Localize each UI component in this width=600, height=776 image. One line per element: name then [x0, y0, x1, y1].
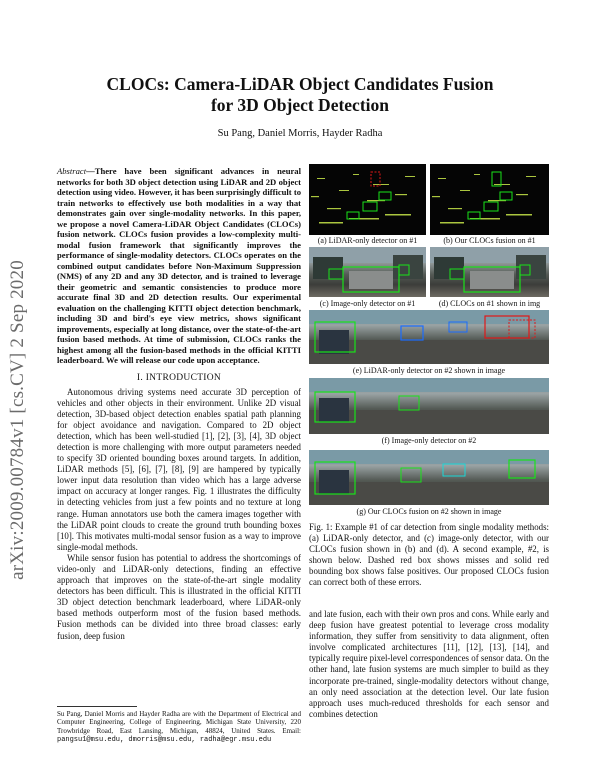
arxiv-stamp: [4, 200, 32, 640]
abstract-label: Abstract: [57, 166, 87, 176]
title-line-2: for 3D Object Detection: [210, 95, 390, 115]
paper-title: [60, 74, 540, 116]
caption-g: (g) Our CLOCs fusion on #2 shown in image: [356, 507, 502, 516]
caption-f: (f) Image-only detector on #2: [381, 436, 477, 445]
abstract: [57, 166, 301, 366]
figure-caption: Fig. 1: Example #1 of car detection from single modality methods: (a) LiDAR-only detector, and (c) image-only detector, with our CLOCs fusion shown in (b) and (d). A second example, #2, is shown below. Dashed red box shows misses and solid red bounding box shows false positives. Our proposed CLOCs fusion can correct both of these errors.: [309, 522, 549, 588]
right-paragraph: and late fusion, each with their own pros and cons. While early and deep fusion have greatest potential to leverage cross modality information, they suffer from sensitivity to data alignment, often involve complicated architectures [11], [12], [13], [14], and typically require pixel-level correspondences of sensor data. On the other hand, late fusion systems are much simpler to build as they incorporate pre-trained, single-modality detectors without change, an only need association at the detection level. Our late fusion approach uses much-reduced thresholds for each sensor and combines detection: [309, 609, 549, 719]
figure-panel-b: [430, 164, 549, 235]
caption-e: (e) LiDAR-only detector on #2 shown in image: [352, 366, 506, 375]
camera-image-e: [309, 310, 549, 364]
left-column: [57, 166, 301, 642]
figure-panel-e: [309, 310, 549, 364]
lidar-bev-image-a: [309, 164, 426, 235]
caption-a: (a) LiDAR-only detector on #1: [317, 236, 418, 245]
lidar-bev-image-b: [430, 164, 549, 235]
right-column-body: [309, 609, 549, 720]
authors: Su Pang, Daniel Morris, Hayder Radha: [217, 128, 383, 139]
abstract-text: —There have been significant advances in neural networks for both 3D object detection using LiDAR and 2D object detection using video. However, it has been surprisingly difficult to train networks to effectively use both modalities in a way that demonstrates gain over single-modality networks. In this paper, we propose a novel Camera-LiDAR Object Candidates (CLOCs) fusion network. CLOCs fusion provides a low-complexity multi-modal fusion framework that significantly improves the performance of single-modality detectors. CLOCs operates on the combined output candidates before Non-Maximum Suppression (NMS) of any 2D and any 3D detector, and is trained to leverage their geometric and semantic consistencies to produce more accurate final 3D and 2D detection results. Our experimental evaluation on the challenging KITTI object detection benchmark, including 3D and bird's eye view metrics, shows significant improvements, especially at long distance, over the state-of-the-art fusion based methods. At time of submission, CLOCs ranks the highest among all the fusion-based methods in the official KITTI leaderboard. We will release our code upon acceptance.: [57, 166, 301, 365]
figure-panel-d: [430, 247, 549, 297]
figure-panel-a: [309, 164, 426, 235]
footnote: [57, 706, 301, 745]
footnote-text: Su Pang, Daniel Morris and Hayder Radha are with the Department of Electrical and Computer Engineering, College of Engineering, Michigan State University, 220 Trowbridge Road, East Lansing, Michigan, 48824, United States. Email:: [57, 710, 301, 735]
intro-paragraph-1: Autonomous driving systems need accurate 3D perception of vehicles and other objects in their environment. Unlike 2D visual detection, 3D-based object detection enables spatial path planning for object avoidance and navigation. Compared to 2D object detection, which has been well-studied [1], [2], [3], [4], 3D object detection is more challenging with more output parameters needed to specify 3D oriented bounding boxes around targets. In addition, LiDAR methods [5], [6], [7], [8], [9] are hampered by typically lower input data resolution than video which has a large adverse impact on accuracy at longer ranges. Fig. 1 illustrates the difficulty in detecting vehicles from just a few points and no texture at long range. Human annotators use both the camera images together with the LiDAR point clouds to create the ground truth bounding boxes [10]. This motivates multi-modal sensor fusion as a way to improve single-modal methods.: [57, 386, 301, 552]
title-line-1: CLOCs: Camera-LiDAR Object Candidates Fusion: [106, 74, 494, 94]
footnote-rule: [57, 706, 137, 707]
section-heading: I. INTRODUCTION: [136, 372, 222, 383]
caption-c: (c) Image-only detector on #1: [319, 299, 416, 308]
caption-d: (d) CLOCs on #1 shown in img: [438, 299, 541, 308]
camera-image-c: [309, 247, 426, 297]
camera-image-g: [309, 450, 549, 505]
intro-paragraph-2: While sensor fusion has potential to address the shortcomings of video-only and LiDAR-only detections, finding an effective approach that improves on the state-of-the-art single modality detectors has been difficult. This is illustrated in the official KITTI 3D object detection benchmark leaderboard, where LiDAR-only based methods outperform most of the fusion based methods. Fusion methods can be divided into three broad classes: early fusion, deep fusion: [57, 552, 301, 641]
camera-image-d: [430, 247, 549, 297]
arxiv-stamp-text: arXiv:2009.00784v1 [cs.CV] 2 Sep 2020: [7, 260, 28, 580]
figure-panel-g: [309, 450, 549, 505]
figure-panel-c: [309, 247, 426, 297]
camera-image-f: [309, 378, 549, 434]
figure-panel-f: [309, 378, 549, 434]
caption-b: (b) Our CLOCs fusion on #1: [443, 236, 536, 245]
footnote-emails: pangsu1@msu.edu, dmorris@msu.edu, radha@egr.msu.edu: [57, 736, 272, 745]
